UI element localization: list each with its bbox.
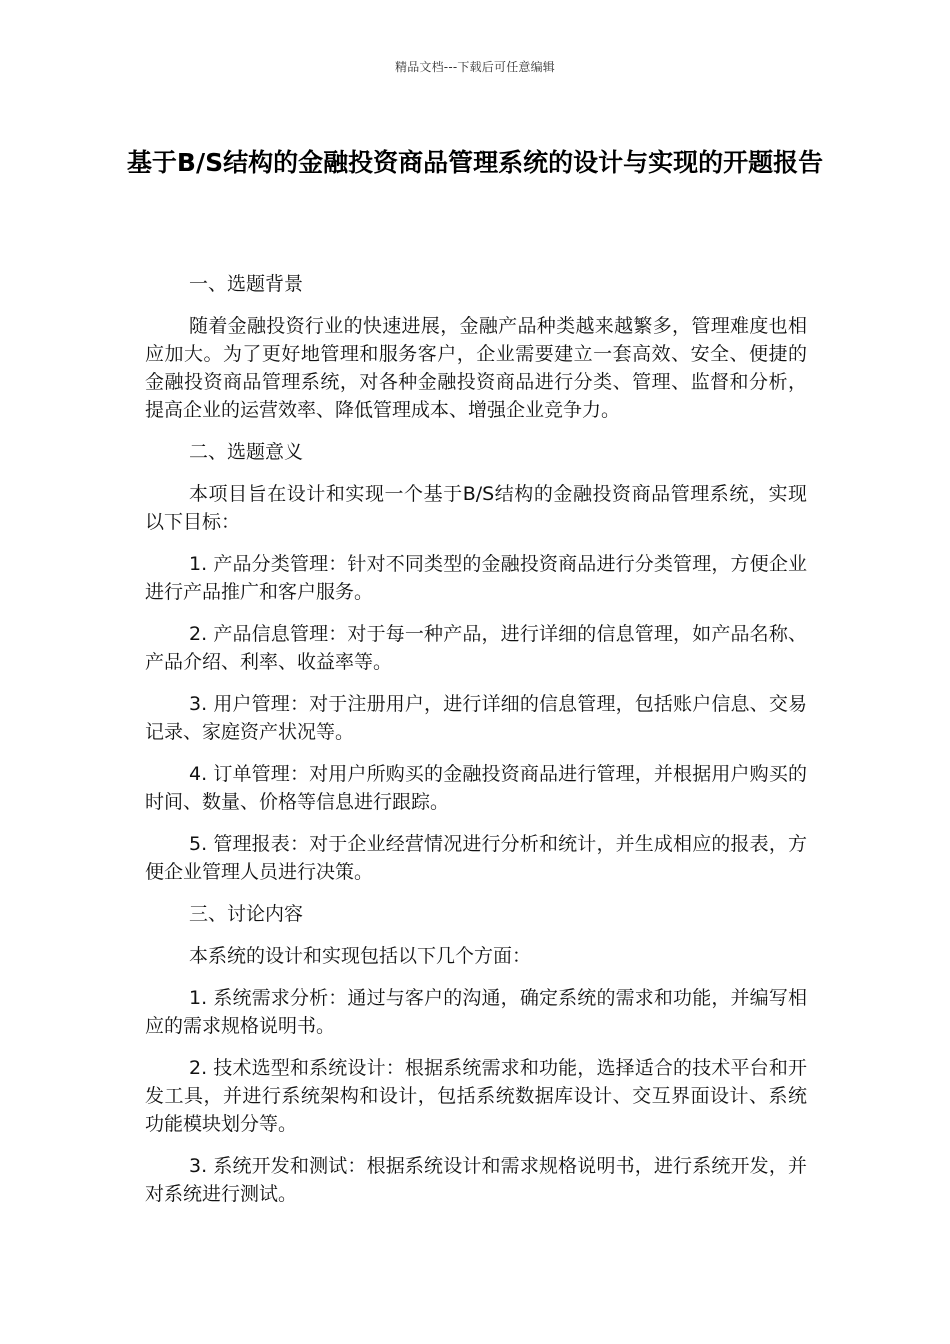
list-item: 5. 管理报表：对于企业经营情况进行分析和统计，并生成相应的报表，方便企业管理人员进行决策。 xyxy=(145,833,807,883)
section-heading: 一、选题背景 xyxy=(189,273,304,295)
list-item: 3. 用户管理：对于注册用户，进行详细的信息管理，包括账户信息、交易记录、家庭资产状况等。 xyxy=(145,693,807,743)
section-heading: 三、讨论内容 xyxy=(189,903,304,925)
paragraph: 本系统的设计和实现包括以下几个方面： xyxy=(189,945,532,967)
list-item: 3. 系统开发和测试：根据系统设计和需求规格说明书，进行系统开发，并对系统进行测试。 xyxy=(145,1155,807,1205)
paragraph: 本项目旨在设计和实现一个基于B/S结构的金融投资商品管理系统，实现以下目标： xyxy=(145,483,807,533)
list-item: 2. 产品信息管理：对于每一种产品，进行详细的信息管理，如产品名称、产品介绍、利率、收益率等。 xyxy=(145,623,807,673)
header-note: 精品文档---下载后可任意编辑 xyxy=(395,60,555,74)
section-heading: 二、选题意义 xyxy=(189,441,304,463)
document-title: 基于B/S结构的金融投资商品管理系统的设计与实现的开题报告 xyxy=(126,148,824,177)
paragraph: 随着金融投资行业的快速进展，金融产品种类越来越繁多，管理难度也相应加大。为了更好地管理和服务客户，企业需要建立一套高效、安全、便捷的金融投资商品管理系统，对各种金融投资商品进行分类、管理、监督和分析，提高企业的运营效率、降低管理成本、增强企业竞争力。 xyxy=(145,315,807,421)
list-item: 1. 产品分类管理：针对不同类型的金融投资商品进行分类管理，方便企业进行产品推广和客户服务。 xyxy=(145,553,807,603)
list-item: 2. 技术选型和系统设计：根据系统需求和功能，选择适合的技术平台和开发工具，并进行系统架构和设计，包括系统数据库设计、交互界面设计、系统功能模块划分等。 xyxy=(145,1057,807,1135)
list-item: 1. 系统需求分析：通过与客户的沟通，确定系统的需求和功能，并编写相应的需求规格说明书。 xyxy=(145,987,807,1037)
document-body xyxy=(145,270,807,1222)
list-item: 4. 订单管理：对用户所购买的金融投资商品进行管理，并根据用户购买的时间、数量、价格等信息进行跟踪。 xyxy=(145,763,807,813)
